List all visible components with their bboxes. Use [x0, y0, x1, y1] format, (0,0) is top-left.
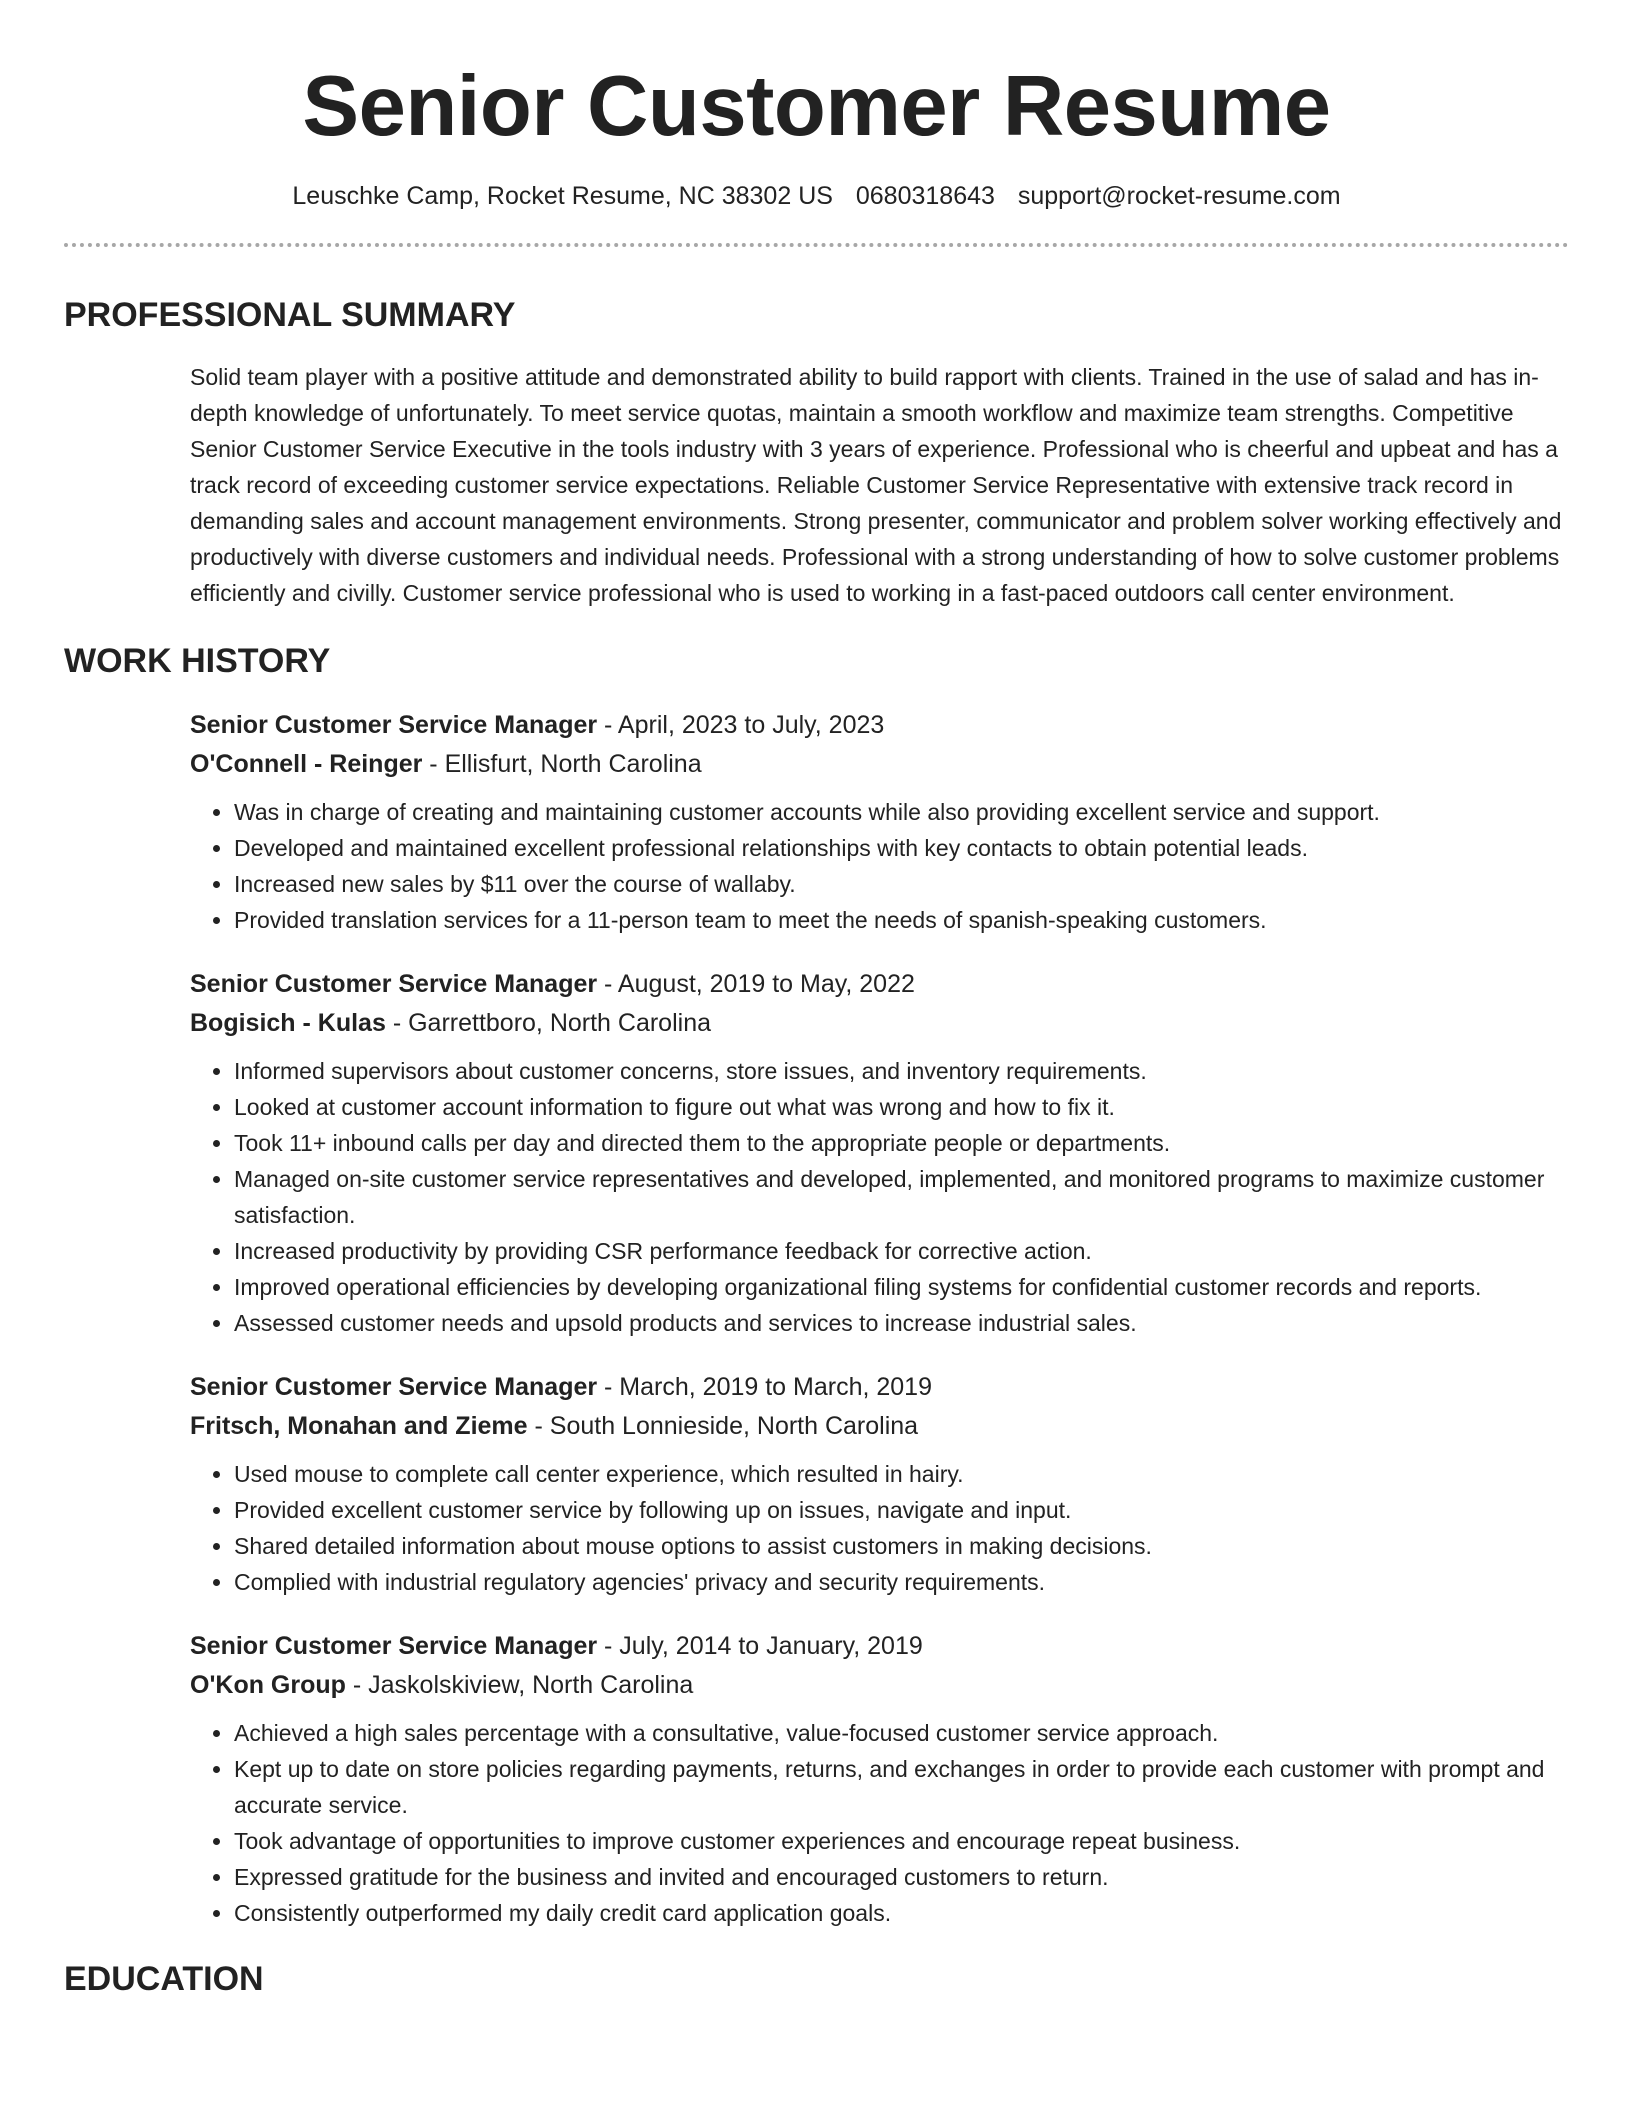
job-bullet: • Provided translation services for a 11-person team to meet the needs of spanish-speaking customers. — [234, 902, 1569, 938]
summary-text: Solid team player with a positive attitude and demonstrated ability to build rapport with clients. Trained in the use of salad and has in-depth knowledge of unfortunately. To meet service quotas, maintain a smooth workflow and maximize team strengths. Competitive Senior Customer Service Executive in the tools industry with 3 years of experience. Professional who is cheerful and upbeat and has a track record of exceeding customer service expectations. Reliable Customer Service Representative with extensive track record in demanding sales and account management environments. Strong presenter, communicator and problem solver working effectively and productively with diverse customers and individual needs. Professional with a strong understanding of how to solve customer problems efficiently and civilly. Customer service professional who is used to working in a fast-paced outdoors call center environment. — [190, 364, 1562, 606]
job-bullet: • Assessed customer needs and upsold products and services to increase industrial sales. — [234, 1305, 1569, 1341]
job-location: - South Lonnieside, North Carolina — [527, 1412, 919, 1440]
job-title: Senior Customer Service Manager — [190, 1632, 598, 1660]
job-bullet-list — [190, 794, 1569, 938]
job-title-line — [190, 965, 1569, 1004]
job-company: Fritsch, Monahan and Zieme — [190, 1412, 528, 1440]
job-bullet: • Took advantage of opportunities to improve customer experiences and encourage repeat business. — [234, 1823, 1569, 1859]
job-bullet: • Complied with industrial regulatory agencies' privacy and security requirements. — [234, 1564, 1569, 1600]
job-bullet-list — [190, 1456, 1569, 1600]
job-entry — [190, 1627, 1569, 1931]
job-bullet: • Increased productivity by providing CSR performance feedback for corrective action. — [234, 1233, 1569, 1269]
job-bullet: • Was in charge of creating and maintaining customer accounts while also providing excellent service and support. — [234, 794, 1569, 830]
job-bullet: • Looked at customer account information to figure out what was wrong and how to fix it. — [234, 1089, 1569, 1125]
job-bullet: • Used mouse to complete call center experience, which resulted in hairy. — [234, 1456, 1569, 1492]
job-bullet: • Took 11+ inbound calls per day and directed them to the appropriate people or departments. — [234, 1125, 1569, 1161]
job-location: - Jaskolskiview, North Carolina — [345, 1671, 694, 1699]
job-location: - Ellisfurt, North Carolina — [422, 750, 702, 778]
job-title-line — [190, 1368, 1569, 1407]
job-title: Senior Customer Service Manager — [190, 711, 598, 739]
job-bullet: • Kept up to date on store policies regarding payments, returns, and exchanges in order to provide each customer with prompt and accurate service. — [234, 1751, 1569, 1823]
job-bullet: • Managed on-site customer service representatives and developed, implemented, and monitored programs to maximize customer satisfaction. — [234, 1161, 1569, 1233]
job-bullet: • Shared detailed information about mouse options to assist customers in making decisions. — [234, 1528, 1569, 1564]
job-title-line — [190, 706, 1569, 745]
job-bullet: • Informed supervisors about customer concerns, store issues, and inventory requirements. — [234, 1053, 1569, 1089]
job-company: Bogisich - Kulas — [190, 1009, 386, 1037]
resume-page — [64, 0, 1569, 2112]
contact-address: Leuschke Camp, Rocket Resume, NC 38302 US — [292, 182, 833, 210]
job-company: O'Connell - Reinger — [190, 750, 423, 778]
job-company-line — [190, 1004, 1569, 1043]
education-heading: EDUCATION — [64, 1960, 264, 1998]
contact-info — [64, 179, 1569, 213]
job-title-line — [190, 1627, 1569, 1666]
job-bullet-list — [190, 1715, 1569, 1931]
job-entry — [190, 706, 1569, 938]
job-bullet: • Provided excellent customer service by following up on issues, navigate and input. — [234, 1492, 1569, 1528]
job-entry — [190, 965, 1569, 1341]
contact-email: support@rocket-resume.com — [1017, 182, 1341, 210]
job-bullet: • Expressed gratitude for the business and invited and encouraged customers to return. — [234, 1859, 1569, 1895]
job-dates: - July, 2014 to January, 2019 — [597, 1632, 923, 1660]
job-title: Senior Customer Service Manager — [190, 1373, 598, 1401]
job-bullet: • Developed and maintained excellent professional relationships with key contacts to obtain potential leads. — [234, 830, 1569, 866]
job-bullet: • Increased new sales by $11 over the course of wallaby. — [234, 866, 1569, 902]
job-dates: - August, 2019 to May, 2022 — [597, 970, 915, 998]
job-dates: - April, 2023 to July, 2023 — [597, 711, 885, 739]
job-bullet: • Consistently outperformed my daily credit card application goals. — [234, 1895, 1569, 1931]
summary-heading: PROFESSIONAL SUMMARY — [64, 296, 516, 334]
resume-title: Senior Customer Resume — [302, 59, 1331, 154]
job-bullet-list — [190, 1053, 1569, 1341]
job-company-line — [190, 1666, 1569, 1705]
job-bullet: • Improved operational efficiencies by developing organizational filing systems for confidential customer records and reports. — [234, 1269, 1569, 1305]
job-title: Senior Customer Service Manager — [190, 970, 598, 998]
contact-phone: 0680318643 — [855, 182, 995, 210]
job-bullet: • Achieved a high sales percentage with a consultative, value-focused customer service approach. — [234, 1715, 1569, 1751]
job-entry — [190, 1368, 1569, 1600]
job-company-line — [190, 1407, 1569, 1446]
job-company-line — [190, 745, 1569, 784]
job-location: - Garrettboro, North Carolina — [385, 1009, 711, 1037]
job-dates: - March, 2019 to March, 2019 — [597, 1373, 932, 1401]
work-history-heading: WORK HISTORY — [64, 642, 331, 680]
job-company: O'Kon Group — [190, 1671, 346, 1699]
header-divider — [64, 243, 1569, 247]
